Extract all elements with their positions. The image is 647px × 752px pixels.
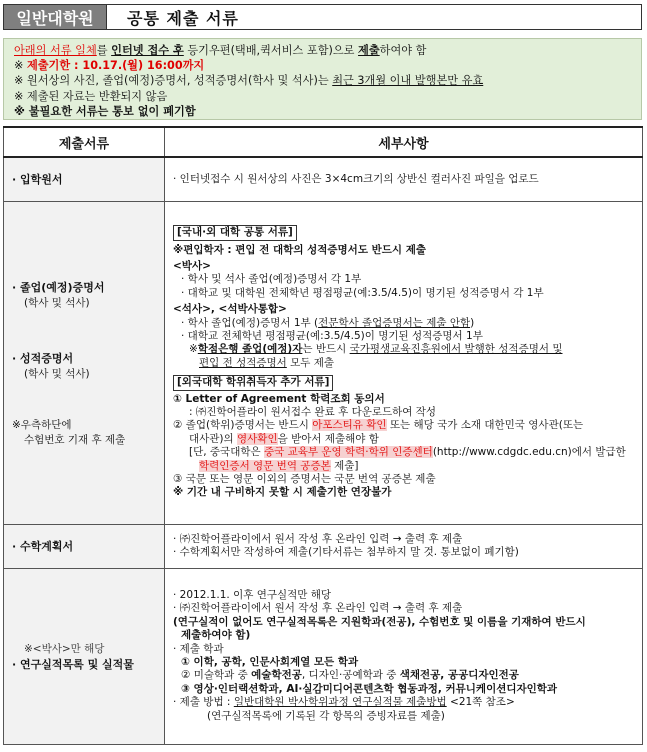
table-row xyxy=(4,157,643,201)
table-header-row xyxy=(4,127,643,157)
doc-cell xyxy=(4,524,165,568)
detail-line: ※ 기간 내 구비하지 못할 시 제출기한 연장불가 xyxy=(173,486,392,499)
notice-line-1 xyxy=(14,43,631,58)
detail-cell xyxy=(165,568,643,744)
doc-name: · 성적증명서 xyxy=(12,351,74,365)
detail-line: · 대학교 및 대학원 전체학년 평점평균(예:3.5/4.5)이 명기된 성적증명서 각 1부 xyxy=(181,286,544,299)
text: [단, 중국대학은 xyxy=(189,446,264,459)
detail-line: ③ 국문 또는 영문 이외의 증명서는 국문 번역 공증본 제출 xyxy=(173,473,436,486)
detail-line xyxy=(173,357,634,370)
detail-cell xyxy=(165,201,643,524)
detail-line: ① Letter of Agreement 학력조회 동의서 xyxy=(173,392,385,405)
doc-name: · 수학계획서 xyxy=(12,540,74,553)
school-label: 일반대학원 xyxy=(4,5,107,29)
notice-text: ※ xyxy=(14,59,27,73)
text: 일반대학원 박사학위과정 연구실적물 제출방법 xyxy=(233,696,447,709)
doc-name: · 입학원서 xyxy=(12,173,63,187)
doc-name: · 연구실적목록 및 실적물 xyxy=(12,657,134,671)
detail-line xyxy=(173,446,634,459)
doc-name: · 졸업(예정)증명서 xyxy=(12,280,105,294)
notice-line-5: ※ 불필요한 서류는 통보 없이 폐기함 xyxy=(14,104,196,118)
doc-cell xyxy=(4,201,165,524)
detail-line: ※편입학자 : 편입 전 대학의 성적증명서도 반드시 제출 xyxy=(173,243,426,256)
detail-line xyxy=(173,419,634,432)
table-row xyxy=(4,568,643,744)
detail-line: · 인터넷접수 시 원서상의 사진은 3×4cm크기의 상반신 컬러사진 파일을 업로드 xyxy=(173,172,539,185)
detail-line xyxy=(173,317,634,330)
text: ② 졸업(학위)증명서는 반드시 xyxy=(173,419,313,432)
text: 대사관)의 xyxy=(189,432,238,445)
doc-sub: (학사 및 석사) xyxy=(24,367,90,380)
detail-cell xyxy=(165,157,643,201)
text: 을 받아서 제출해야 함 xyxy=(277,432,379,445)
text: 제출] xyxy=(330,459,359,472)
doc-note: ※우측하단에 xyxy=(12,418,72,431)
detail-line: (연구실적목록에 기록된 각 항목의 증빙자료를 제출) xyxy=(207,709,445,722)
table-row xyxy=(4,201,643,524)
detail-line: · 대학교 전체학년 평점평균(예:3.5/4.5)이 명기된 성적증명서 1부 xyxy=(181,329,483,342)
deadline-text: 제출기한 : 10.17.(월) 16:00까지 xyxy=(26,59,205,73)
table-row xyxy=(4,524,643,568)
notice-text: 를 xyxy=(96,44,112,57)
text: · 학사 졸업(예정)증명서 1부 ( xyxy=(181,316,319,329)
section-box: [국내·외 대학 공통 서류] xyxy=(173,225,297,240)
notice-text: 제출 xyxy=(358,44,380,57)
detail-line: · 수학계획서만 작성하여 제출(기타서류는 첨부하지 말 것. 통보없이 폐기함) xyxy=(173,546,519,558)
notice-text: 하여야 함 xyxy=(379,44,427,57)
detail-line xyxy=(173,460,634,473)
detail-line xyxy=(173,343,634,356)
text: 편입 전 성적증명서 xyxy=(199,356,287,369)
text: 모두 제출 xyxy=(286,356,335,369)
doc-note: ※<박사>만 해당 xyxy=(24,642,105,655)
notice-text: ※ 원서상의 사진, 졸업(예정)증명서, 성적증명서(학사 및 석사)는 xyxy=(14,74,333,88)
notice-text: 인터넷 접수 후 xyxy=(111,44,184,57)
detail-line: ① 이학, 공학, 인문사회계열 모든 학과 xyxy=(181,656,359,668)
detail-line: <석사>, <석박사통합> xyxy=(173,303,287,316)
text: 는 반드시 xyxy=(302,343,350,356)
column-header: 제출서류 xyxy=(4,127,165,157)
doc-note: 수험번호 기재 후 제출 xyxy=(24,433,126,446)
detail-line: 제출하여야 함) xyxy=(181,629,251,642)
text: 예술학전공 xyxy=(251,669,302,682)
text: 학력인증서 영문 번역 공증본 xyxy=(199,459,331,472)
text: <21쪽 참조> xyxy=(446,696,515,709)
text: 중국 교육부 운영 학력·학위 인증센터 xyxy=(263,446,433,459)
text: 색채전공, 공공디자인전공 xyxy=(399,669,519,682)
text: 또는 해당 국가 소재 대한민국 영사관(또는 xyxy=(386,419,584,432)
text: 아포스티유 확인 xyxy=(312,419,387,432)
text: · 제출 방법 : xyxy=(173,696,234,709)
detail-line: · 학사 및 석사 졸업(예정)증명서 각 1부 xyxy=(181,273,362,286)
documents-table xyxy=(3,126,643,745)
detail-cell xyxy=(165,524,643,568)
title-bar xyxy=(3,4,642,30)
notice-text: 아래의 서류 일체 xyxy=(14,44,97,57)
text: 영사확인 xyxy=(237,432,278,445)
notice-text: 최근 3개월 이내 발행본만 유효 xyxy=(332,74,484,88)
column-header: 세부사항 xyxy=(165,127,643,157)
text: , 디자인·공예학과 중 xyxy=(301,669,400,682)
detail-line: · 제출 학과 xyxy=(173,642,224,655)
text: ※ xyxy=(189,343,198,356)
text: 전문학사 졸업증명서는 제출 안함 xyxy=(318,316,471,329)
notice-line-3 xyxy=(14,73,631,88)
detail-line: <박사> xyxy=(173,259,211,272)
text: ② 미술학과 중 xyxy=(181,669,252,682)
detail-line: · ㈜진학어플라이에서 원서 작성 후 온라인 입력 → 출력 후 제출 xyxy=(173,602,463,615)
detail-line: · 2012.1.1. 이후 연구실적만 해당 xyxy=(173,588,332,601)
text: 학점은행 졸업(예정)자 xyxy=(197,343,303,356)
text: ) xyxy=(470,316,475,329)
detail-line: : ㈜진학어플라이 원서접수 완료 후 다운로드하여 작성 xyxy=(189,406,437,419)
detail-line xyxy=(173,696,634,709)
detail-line xyxy=(173,433,634,446)
notice-line-4: ※ 제출된 자료는 반환되지 않음 xyxy=(14,89,168,103)
doc-sub: (학사 및 석사) xyxy=(24,296,90,309)
doc-cell xyxy=(4,157,165,201)
text: (http://www.cdgdc.edu.cn)에서 발급한 xyxy=(432,446,626,459)
notice-text: 등기우편(택배,퀵서비스 포함)으로 xyxy=(183,44,359,57)
detail-line: ③ 영상·인터랙션학과, AI·실감미디어콘텐츠학 협동과정, 커뮤니케이션디자인학과 xyxy=(181,682,558,695)
detail-line: · ㈜진학어플라이에서 원서 작성 후 온라인 입력 → 출력 후 제출 xyxy=(173,532,463,545)
text: 국가평생교육진흥원에서 발행한 성적증명서 및 xyxy=(349,343,563,356)
notice-box xyxy=(3,38,642,120)
page-title: 공통 제출 서류 xyxy=(127,8,239,28)
detail-line: (연구실적이 없어도 연구실적목록은 지원학과(전공), 수험번호 및 이름을 기재하여 반드시 xyxy=(173,615,586,628)
doc-cell xyxy=(4,568,165,744)
section-box: [외국대학 학위취득자 추가 서류] xyxy=(173,375,333,390)
detail-line xyxy=(173,669,634,682)
notice-line-2 xyxy=(14,58,631,73)
